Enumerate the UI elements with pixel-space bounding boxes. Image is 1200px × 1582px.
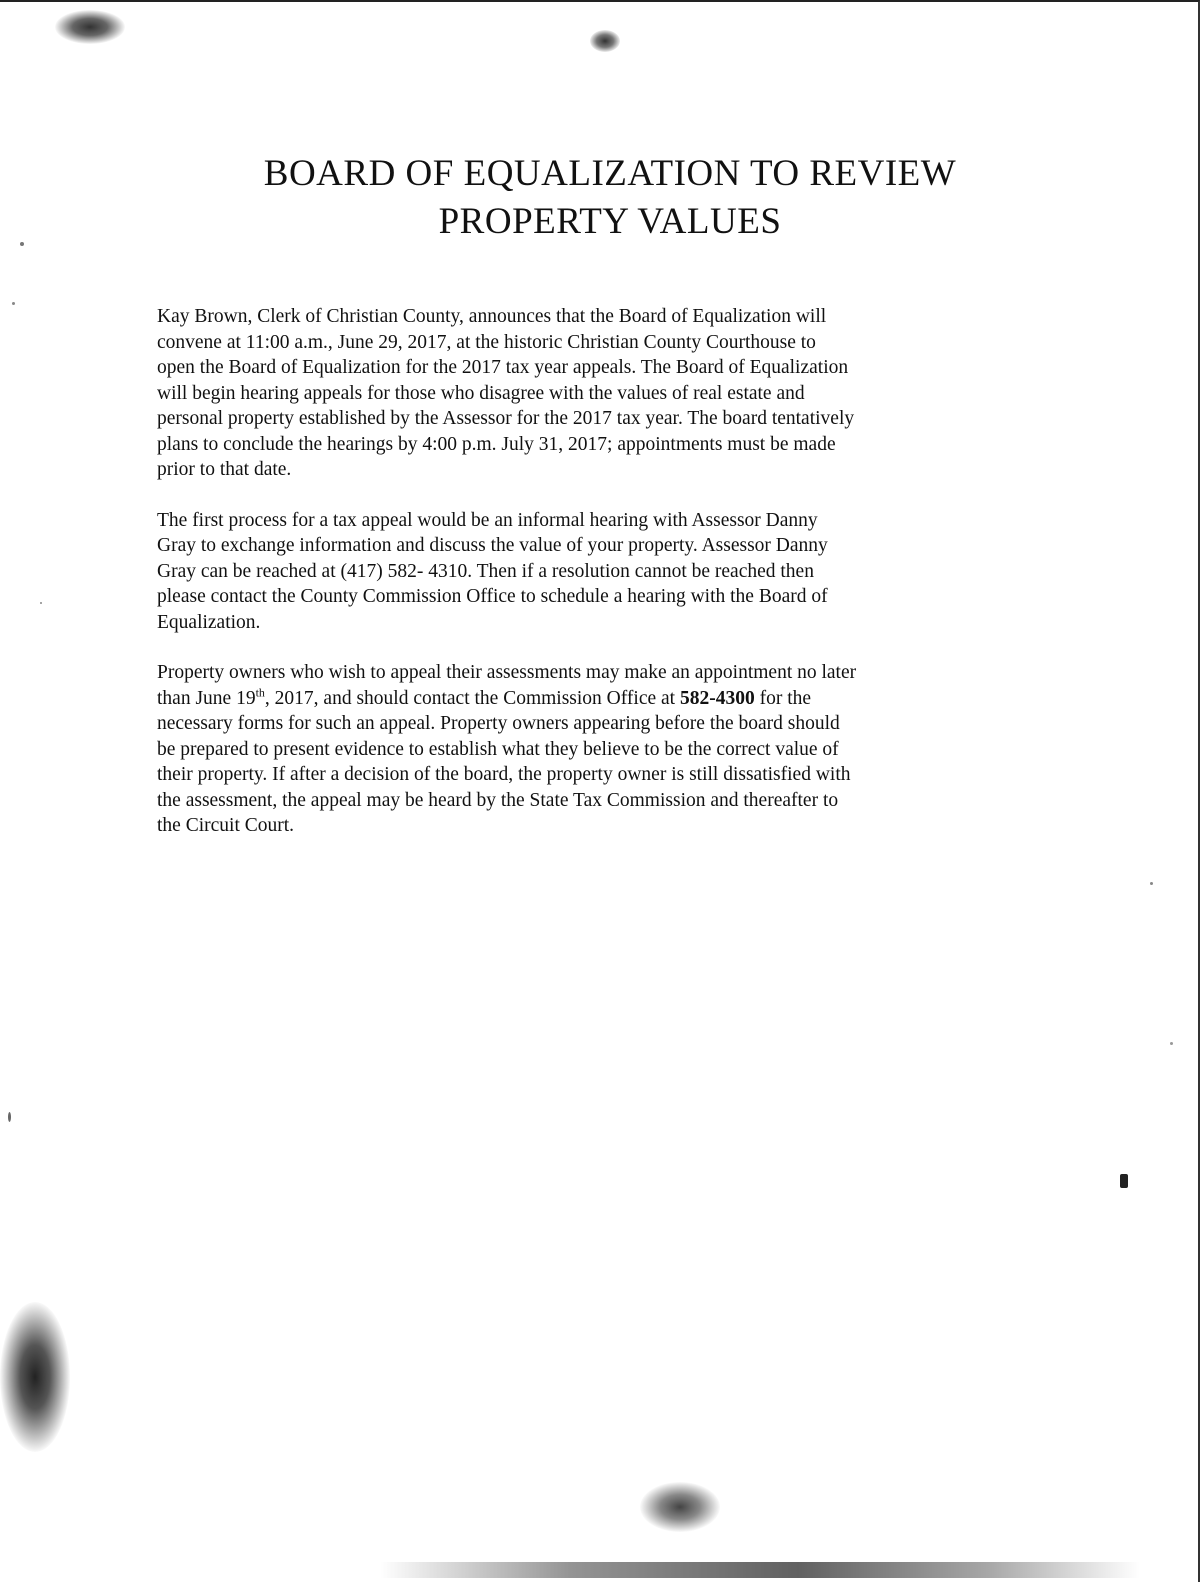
scan-speck [8, 1112, 11, 1122]
paragraph-appeal-process [157, 660, 1017, 839]
text-line: open the Board of Equalization for the 2017 tax year appeals. The Board of Equalization [157, 357, 849, 378]
text-line-deadline [157, 686, 1017, 712]
scan-speck [20, 242, 24, 246]
scan-smudge-top-left [55, 10, 125, 44]
text-line: convene at 11:00 a.m., June 29, 2017, at the historic Christian County Courthouse to [157, 331, 816, 353]
scan-smudge-bottom-edge [380, 1562, 1140, 1578]
commission-phone-number: 582-4300 [679, 687, 755, 709]
document-body [157, 304, 1017, 864]
title-line: PROPERTY VALUES [438, 201, 782, 242]
text-line: the assessment, the appeal may be heard by the State Tax Commission and thereafter to [157, 789, 839, 811]
text-fragment: , 2017, and should contact the Commission Office at [264, 687, 680, 709]
paragraph-announcement [157, 304, 1017, 483]
text-line: please contact the County Commission Office to schedule a hearing with the Board of [157, 586, 828, 607]
scan-smudge-top-center [590, 30, 620, 52]
scan-speck [1170, 1042, 1173, 1045]
text-line: Property owners who wish to appeal their assessments may make an appointment no later [157, 662, 857, 683]
text-line: The first process for a tax appeal would be an informal hearing with Assessor Danny [157, 509, 818, 531]
paragraph-informal-hearing [157, 508, 1017, 636]
text-line: will begin hearing appeals for those who disagree with the values of real estate and [157, 382, 805, 404]
scan-smudge-bottom-left [0, 1302, 70, 1452]
document-title [140, 150, 1080, 246]
text-line: plans to conclude the hearings by 4:00 p.m. July 31, 2017; appointments must be made [157, 433, 836, 455]
text-line: prior to that date. [157, 459, 292, 480]
text-line: be prepared to present evidence to establish what they believe to be the correct value of [157, 738, 839, 760]
scan-speck [1120, 1174, 1128, 1188]
scan-speck [1150, 882, 1153, 885]
scan-speck [12, 302, 15, 305]
text-line: necessary forms for such an appeal. Property owners appearing before the board should [157, 713, 840, 734]
title-line: BOARD OF EQUALIZATION TO REVIEW [263, 153, 957, 194]
text-fragment: than June 19 [157, 687, 256, 709]
text-line: their property. If after a decision of the board, the property owner is still dissatisfied with [157, 764, 851, 785]
text-line: Gray to exchange information and discuss the value of your property. Assessor Danny [157, 535, 828, 556]
scan-smudge-bottom-center [640, 1482, 720, 1532]
text-fragment: for the [754, 687, 812, 709]
text-line: Gray can be reached at (417) 582- 4310. Then if a resolution cannot be reached then [157, 560, 814, 582]
ordinal-suffix: th [255, 685, 265, 699]
text-line: the Circuit Court. [157, 815, 295, 836]
text-line: personal property established by the Assessor for the 2017 tax year. The board tentatively [157, 408, 855, 429]
scan-speck [40, 602, 42, 604]
text-line: Kay Brown, Clerk of Christian County, announces that the Board of Equalization will [157, 306, 827, 327]
text-line: Equalization. [157, 611, 261, 633]
